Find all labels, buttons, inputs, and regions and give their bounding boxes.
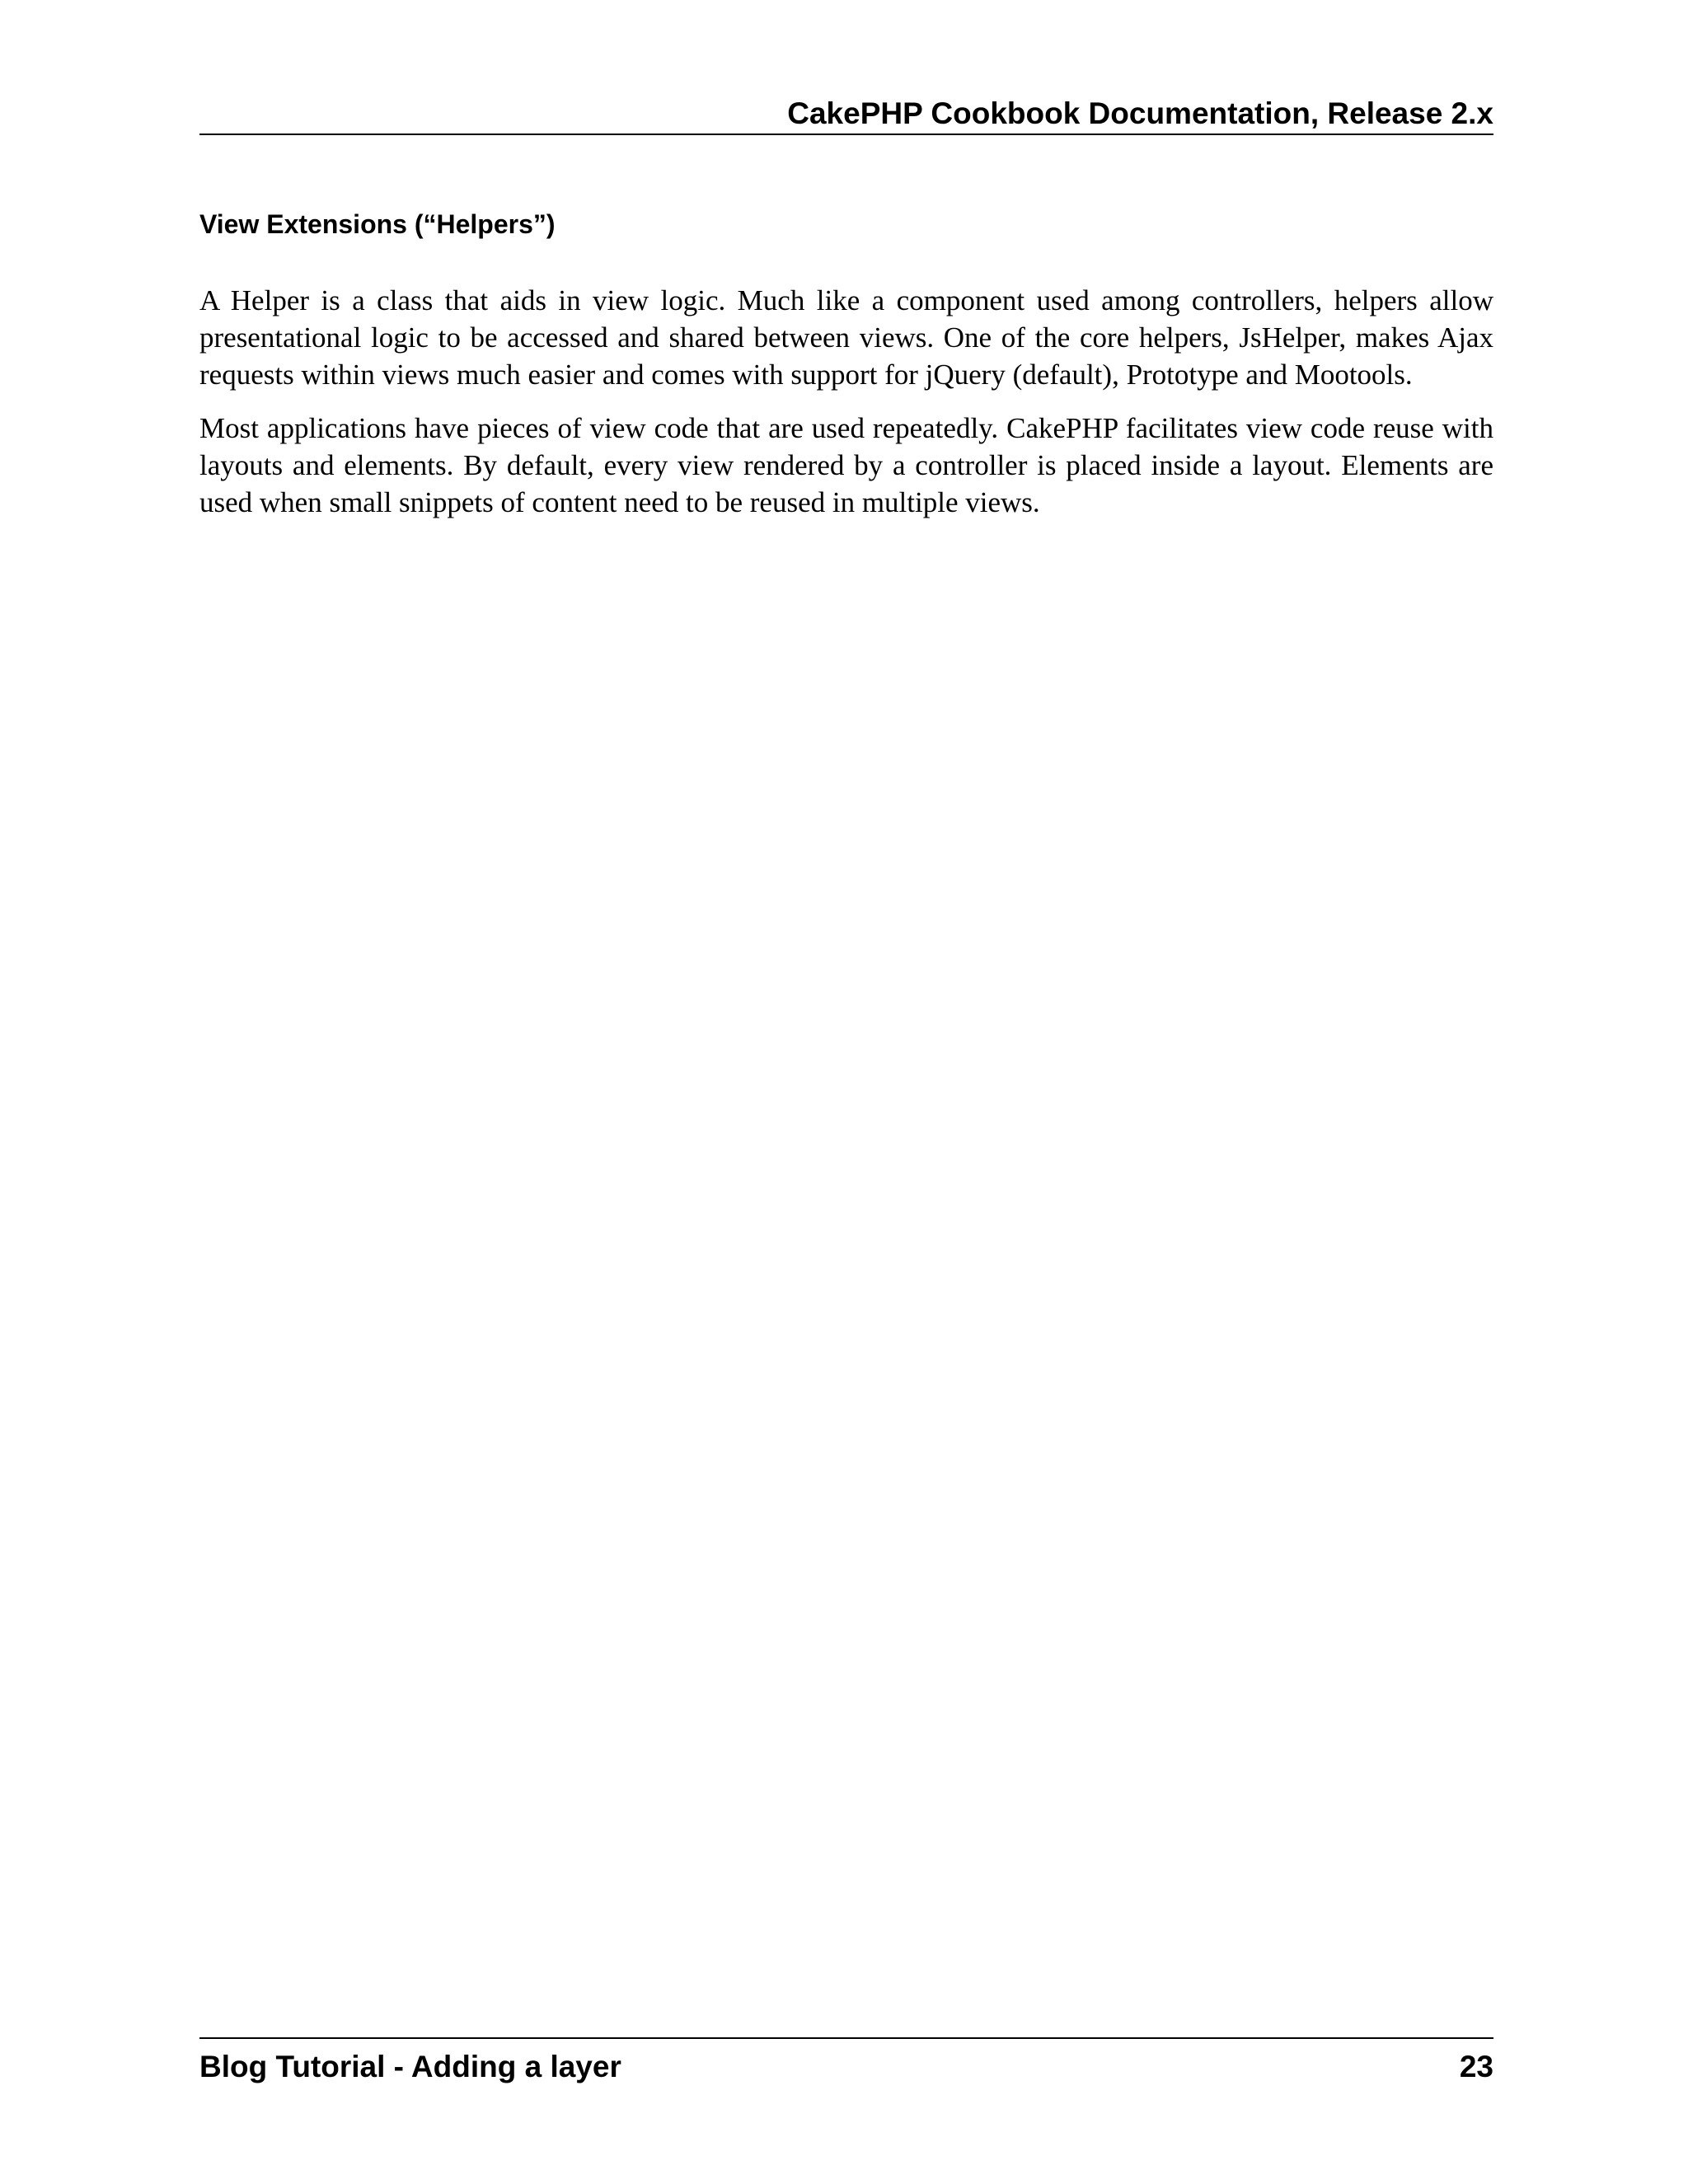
paragraph-helpers: A Helper is a class that aids in view logic. Much like a component used among controllers, helpers allow presentational logic to be accessed and shared between views. One of the core helpers, JsHelper, makes Ajax requests within views much easier and comes with support for jQuery (default), Prototype and Mootools.	[199, 284, 1493, 391]
paragraph-layouts-elements: Most applications have pieces of view code that are used repeatedly. CakePHP facilitates view code reuse with layouts and elements. By default, every view rendered by a controller is placed inside a layout. Elements are used when small snippets of content need to be reused in multiple views.	[199, 412, 1493, 518]
page-number: 23	[1459, 2050, 1493, 2083]
page-content	[199, 208, 1493, 537]
section-heading: View Extensions (“Helpers”)	[199, 209, 556, 239]
page-footer	[199, 2037, 1493, 2090]
footer-chapter-title: Blog Tutorial - Adding a layer	[199, 2050, 621, 2083]
page-header	[199, 87, 1493, 135]
running-header-title: CakePHP Cookbook Documentation, Release 2.x	[787, 96, 1493, 130]
